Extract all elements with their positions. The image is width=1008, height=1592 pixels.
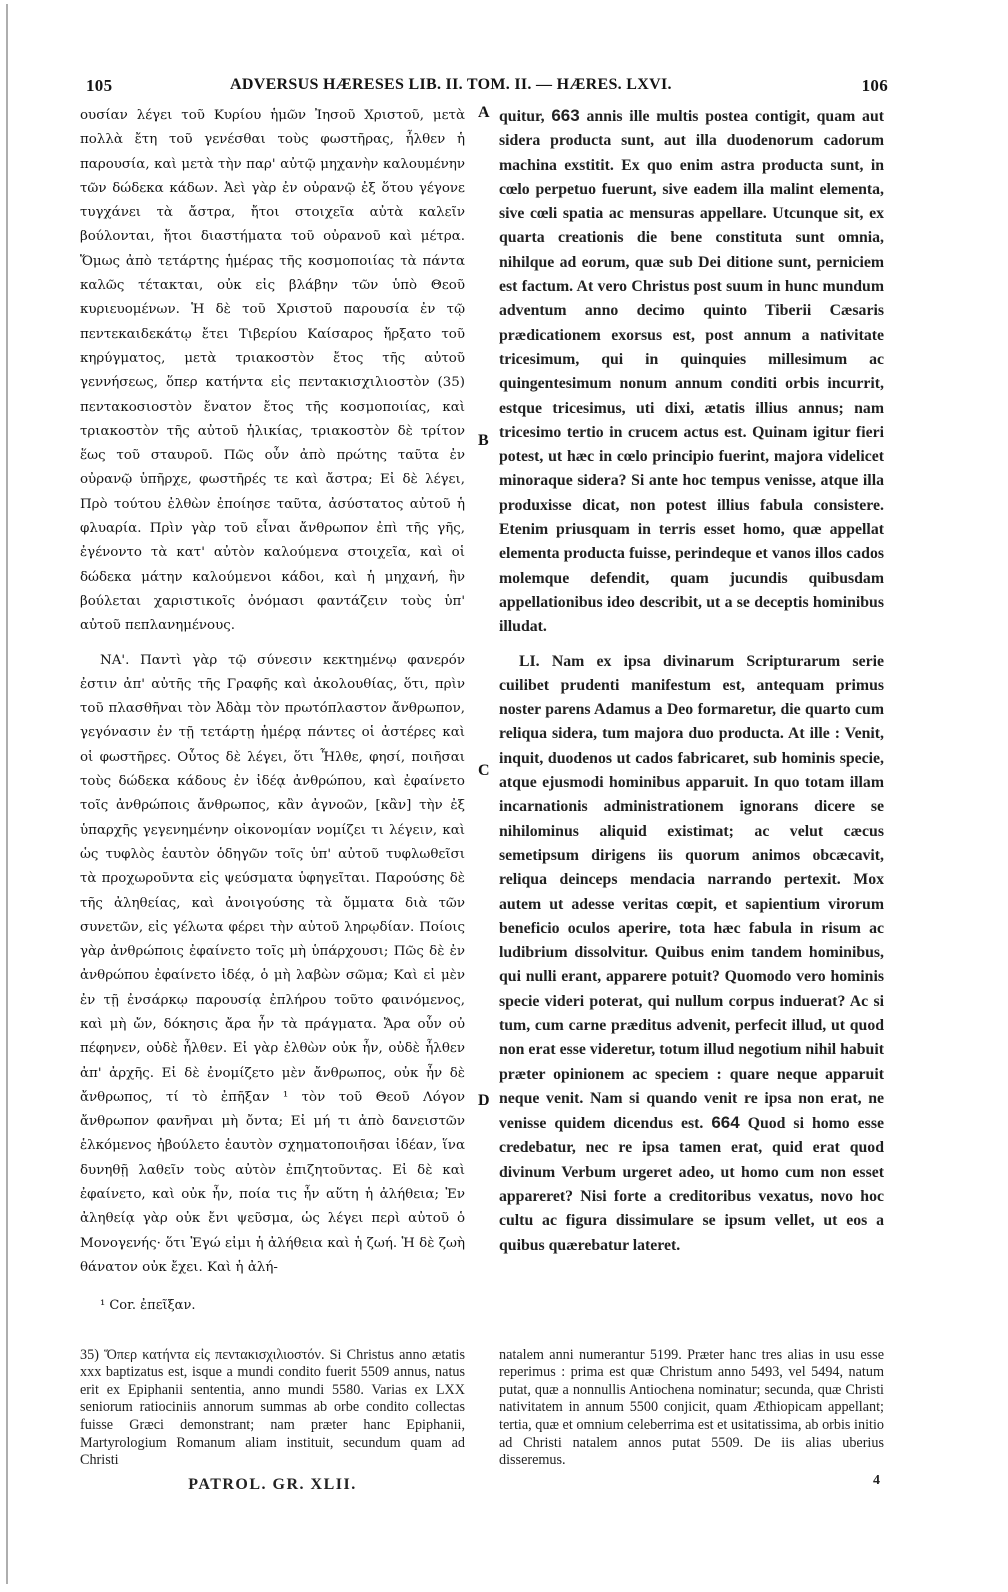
running-header [80,70,888,104]
footnote-right-text: natalem anni numerantur 5199. Præter hanc tres alias in usu esse reperimus : prima est quæ Christum anno 5493, vel 5494, natum putat, quæ a nonnullis Antiochena nominatur; secunda, quæ Christi nativitatem in annum 5500 conjicit, quam Æthiopicam appellant; tertia, quæ et omnium celeberrima est et usitatissima, ab orbis initio ad Christi natalem annos putat 5509. De iis alias uberius disseremus. [499,1346,884,1469]
latin-paragraph-2 [499,650,884,1258]
latin-para2-suffix: Quod si homo esse credebatur, nec re ipsa tamen erat, quid erat quod divinum Verbum urgeret adeo, ut homo cum non esset appareret? Nisi forte a creditoribus vexatus, novo hoc cultu ac figura dissimulare se ipsum vellet, ut eos a quibus quærebatur lateret. [499,1115,884,1254]
left-page-number: 105 [86,76,113,95]
margin-marker-a: A [478,104,490,121]
text-columns [80,104,888,1319]
margin-marker-c: C [478,762,490,779]
right-page-number: 106 [861,76,888,95]
footnotes-section [80,1347,888,1494]
patrol-signature: PATROL. GR. XLII. [188,1475,357,1493]
column-number-663: 663 [551,106,580,125]
latin-paragraph-1 [499,104,884,640]
latin-para2-prefix: LI. Nam ex ipsa divinarum Scripturarum serie cuilibet prudenti manifestum est, antequam primus noster parens Adamus a Deo formaretur, die quarto cum reliqua sidera, tum majora duo producta. At ille : Venit, inquit, duodenos ut cados fabricaret, sub hominis specie, atque ejusmodi hominibus apparuit. In quo totam illam incarnationis administrationem ignorans dicere se nihilominus aliquid existimat; ac velut cæcus semetipsum dirigens iis quorum animos obcæcavit, reliqua deinceps mendacia narrando pertexit. Mox autem ut adesse veritas cœpit, et sapientium virorum beneficio oculos aperire, tota hæc fabula in risum ac ludibrium dissolvitur. Quibus enim tandem hominibus, qui nulli erant, apparere potuit? Quomodo vero hominis specie videri poterat, qui nullum corpus induerat? Ac si tum, cum carne præditus advenit, perfecit illud, ut quod non erat esse videretur, totum illud negotium nihil habuit præter opinionem ac speciem : quare neque apparuit neque venit. Nam si quando venit re ipsa non erat, ne venisse quidem dicendus est. [499,652,884,1133]
margin-marker-d: D [478,1092,490,1109]
latin-para1-rest: annis ille multis postea contigit, quam aut sidera producta sunt, aut illa duodenorum cadorum machina exstitit. Ex quo enim astra producta sunt, in cœlo perpetuo fuerunt, sive eadem illa malint elementa, sive cœli spatia ac mensuras appellare. Utcunque sit, ex quarta creationis die bene constituta sunt omnia, nihilque ad eorum, quæ sub Dei ditione sunt, perniciem est factum. At vero Christus post suum in hunc mundum adventum anno decimo quinto Tiberii Cæsaris prædicationem exorsus est, post annum a nativitate tricesimum, qui in quinquies millesimum ac quingentesimum nonum annum conditi orbis incurrit, estque tricesimus, uti dixi, ætatis illius annus; nam tricesimo tertio in crucem actus est. Quinam igitur fieri potest, ut hæc in cœlo principio fuerint, majora videlicet minoraque sidera? Si ante hoc tempus venisse, atque illa produxisse dicat, non potest illius fabula consistere. Etenim priusquam in terris esset homo, quæ appellat elementa producta fuisse, perindeque et vanos illos cados molemque defendit, quam jucundis quibusdam appellationibus ideo describit, ut a se deceptis hominibus illudat. [499,108,884,636]
footnote-right [499,1347,884,1494]
greek-column [80,104,465,1319]
latin-para1-prefix: quitur, [499,108,545,125]
footnote-left [80,1347,465,1494]
footnote-left-text: 35) Ὅπερ κατήντα εἰς πεντακισχιλιοστόν. Si Christus anno ætatis xxx baptizatus est, isque a mundi condito fuerit 5509 annus, natus erit ex Epiphanii sententia, anno mundi 5580. Varias ex LXX seniorum ratiociniis annorum summas ab orbe condito collectas fuisse Græci demonstrant; nam præter hanc Epiphanii, Martyrologium Romanum aliam instituit, secundum quam ad Christi [80,1346,465,1469]
greek-paragraph-1: ουσίαν λέγει τοῦ Κυρίου ἡμῶν Ἰησοῦ Χριστοῦ, μετὰ πολλὰ ἔτη τοῦ γενέσθαι τοὺς φωστῆρας, ἦλθεν ἡ παρουσία, καὶ μετὰ τὴν παρ' αὐτῷ μηχανὴν καλουμένην τῶν δώδεκα κάδων. Ἀεὶ γὰρ ἐν οὐρανῷ ἐξ ὅτου γέγονε τυγχάνει τὰ ἄστρα, ἤτοι στοιχεῖα αὐτὰ καλεῖν βούλονται, ἤτοι διαστήματα τοῦ οὐρανοῦ καὶ μέτρα. Ὅμως ἀπὸ τετάρτης ἡμέρας τῆς κοσμοποιίας τὰ πάντα καλῶς τέτακται, οὐκ εἰς βλάβην τῶν ὑπὸ Θεοῦ κυριευομένων. Ἡ δὲ τοῦ Χριστοῦ παρουσία ἐν τῷ πεντεκαιδεκάτῳ ἔτει Τιβερίου Καίσαρος ἤρξατο τοῦ κηρύγματος, μετὰ τριακοστὸν ἔτος τῆς αὐτοῦ γεννήσεως, ὅπερ κατήντα εἰς πεντακισχιλιοστὸν (35) πεντακοσιοστὸν ἔνατον ἔτος τῆς κοσμοποιίας, καὶ τριακοστὸν τῆς αὐτοῦ ἡλικίας, τριακοστὸν δὲ τρίτον ἕως τοῦ σταυροῦ. Πῶς οὖν ἀπὸ πρώτης ταῦτα ἐν οὐρανῷ ὑπῆρχε, φωστῆρές τε καὶ ἄστρα; Εἰ δὲ λέγει, Πρὸ τούτου ἐλθὼν ἐποίησε ταῦτα, ἀσύστατος αὐτοῦ ἡ φλυαρία. Πρὶν γὰρ τοῦ εἶναι ἄνθρωπον ἐπὶ τῆς γῆς, ἐγένοντο τὰ κατ' αὐτὸν καλούμενα στοιχεῖα, καὶ οἱ δώδεκα μάτην καλούμενοι κάδοι, καὶ ἡ μηχανή, ἣν βούλεται χαριστικοῖς ὀνόμασι φαντάζειν τοὺς ὑπ' αὐτοῦ πεπλανημένους. [80,108,465,634]
margin-marker-b: B [478,432,489,449]
gathering-signature: 4 [873,1472,880,1488]
greek-footnote: ¹ Cor. ἐπεῖξαν. [100,1298,196,1314]
running-title: ADVERSUS HÆRESES LIB. II. TOM. II. — HÆRES. LXVI. [230,76,672,93]
column-number-664: 664 [711,1113,740,1133]
greek-paragraph-2: ΝΑ'. Παντὶ γὰρ τῷ σύνεσιν κεκτημένῳ φανερόν ἐστιν ἀπ' αὐτῆς τῆς Γραφῆς καὶ ἀκολουθίας, ὅτι, πρὶν τοῦ πλασθῆναι τὸν Ἀδὰμ τὸν πρωτόπλαστον ἄνθρωπον, γεγόνασιν ἐν τῇ τετάρτῃ ἡμέρᾳ πάντες οἱ ἀστέρες καὶ οἱ φωστῆρες. Οὗτος δὲ λέγει, ὅτι Ἦλθε, φησί, ποιῆσαι τοὺς δώδεκα κάδους ἐν ἰδέᾳ ἀνθρώπου, καὶ ἐφαίνετο τοῖς ἀνθρώποις ἄνθρωπος, κἂν ἀγνοῶν, [κἂν] τὴν ἐξ ὑπαρχῆς γεγενημένην οἰκονομίαν νομίζει τι λέγειν, καὶ ὡς τυφλὸς ἑαυτὸν ὁδηγῶν τοῖς ὑπ' αὐτοῦ τυφλωθεῖσι τὰ προχωροῦντα εἰς ψεύσματα ὑφηγεῖται. Παρούσης δὲ τῆς ἀληθείας, καὶ ἀνοιγούσης τὰ ὄμματα διὰ τῶν συνετῶν, εἰς γέλωτα φέρει τὴν αὐτοῦ ληρῳδίαν. Ποίοις γὰρ ἀνθρώποις ἐφαίνετο τοῖς μὴ ὑπάρχουσι; Πῶς δὲ ἐν ἀνθρώπου ἐφαίνετο ἰδέᾳ, ὁ μὴ λαβὼν σῶμα; Καὶ εἰ μὲν ἐν τῇ ἐνσάρκῳ παρουσίᾳ ἐπλήρου τοῦτο φαινόμενος, καὶ μὴ ὤν, δόκησις ἄρα ἦν τὰ πράγματα. Ἄρα οὖν οὐ πέφηνεν, οὐδὲ ἦλθεν. Εἰ γὰρ ἐλθὼν οὐκ ἦν, οὐδὲ ἦλθεν ἀπ' ἀρχῆς. Εἰ δὲ ἐνομίζετο μὲν ἄνθρωπος, οὐκ ἦν δὲ ἄνθρωπος, τί τὸ ἐπῆξαν ¹ τὸν τοῦ Θεοῦ Λόγον ἄνθρωπον φανῆναι μὴ ὄντα; Εἰ μή τι ἀπὸ δανειστῶν ἑλκόμενος ἠβούλετο ἑαυτὸν σχηματοποιῆσαι ἰδέαν, ἵνα δυνηθῇ λαθεῖν τοὺς αὐτὸν ἐπιζητοῦντας. Εἰ δὲ καὶ ἐφαίνετο, καὶ οὐκ ἦν, ποία τις ἦν αὕτη ἡ ἀλήθεια; Ἐν ἀληθείᾳ γὰρ οὐκ ἔνι ψεῦσμα, ὡς λέγει περὶ αὐτοῦ ὁ Μονογενής· ὅτι Ἐγώ εἰμι ἡ ἀλήθεια καὶ ἡ ζωή. Ἡ δὲ ζωὴ θάνατον οὐκ ἔχει. Καὶ ἡ ἀλή- [80,652,465,1275]
latin-column [499,104,884,1319]
